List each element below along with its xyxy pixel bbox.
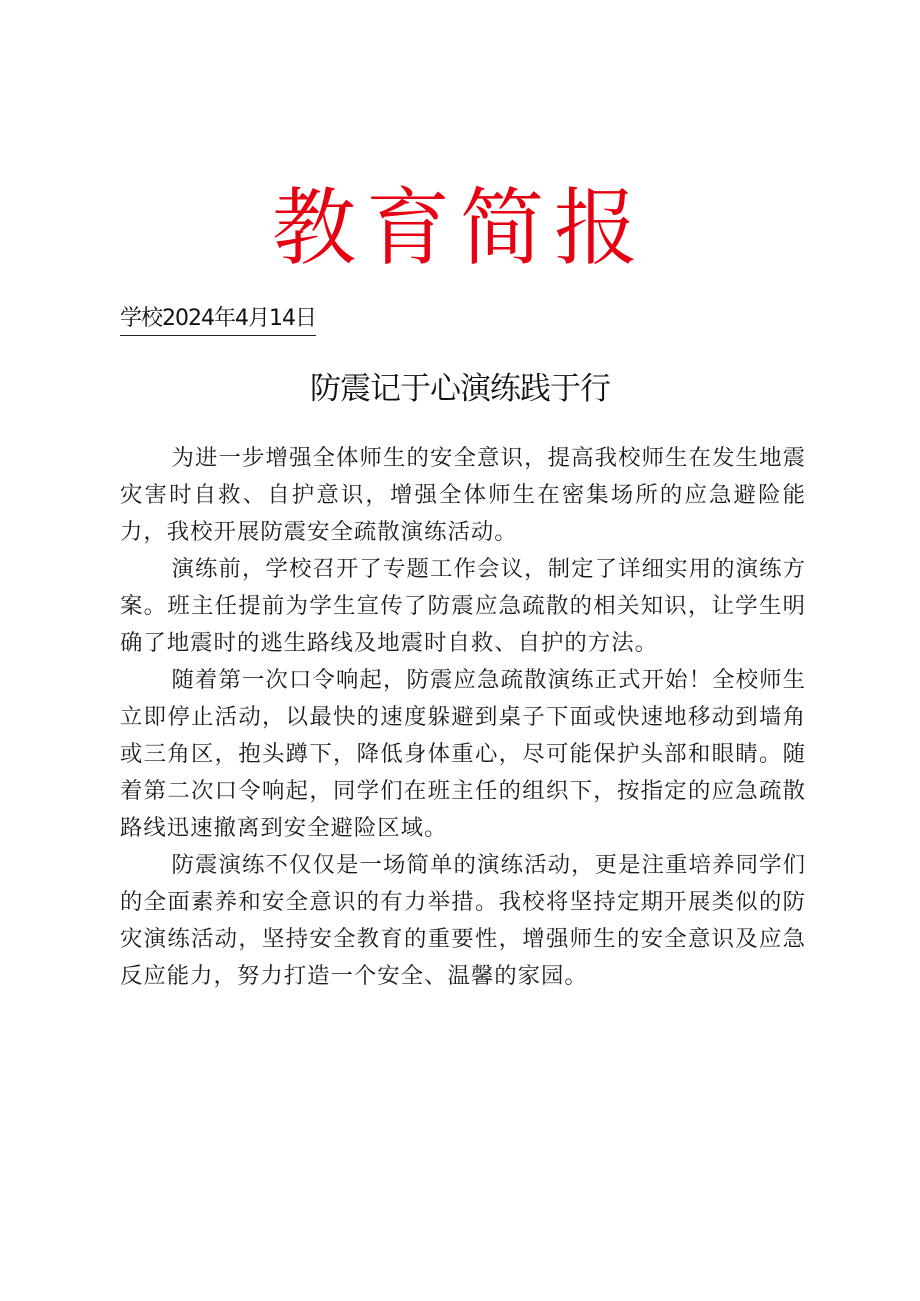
masthead-title: 教育简报 [271,179,648,277]
paragraph: 演练前，学校召开了专题工作会议，制定了详细实用的演练方案。班主任提前为学生宣传了防震应急疏散的相关知识，让学生明确了地震时的逃生路线及地震时自救、自护的方法。 [120,556,806,656]
paragraph: 防震演练不仅仅是一场简单的演练活动，更是注重培养同学们的全面素养和安全意识的有力举措。我校将坚持定期开展类似的防灾演练活动，坚持安全教育的重要性，增强师生的安全意识及应急反应能力，努力打造一个安全、温馨的家园。 [120,852,806,989]
paragraph: 为进一步增强全体师生的安全意识，提高我校师生在发生地震灾害时自救、自护意识，增强全体师生在密集场所的应急避险能力，我校开展防震安全疏散演练活动。 [120,445,806,545]
paragraph: 随着第一次口令响起，防震应急疏散演练正式开始！全校师生立即停止活动，以最快的速度躲避到桌子下面或快速地移动到墙角或三角区，抱头蹲下，降低身体重心，尽可能保护头部和眼睛。随着第二次口令响起，同学们在班主任的组织下，按指定的应急疏散路线迅速撤离到安全避险区域。 [120,667,806,841]
article-title: 防震记于心演练践于行 [310,371,610,407]
dateline: 学校2024年4月14日 [120,305,316,336]
article-body [120,440,806,995]
